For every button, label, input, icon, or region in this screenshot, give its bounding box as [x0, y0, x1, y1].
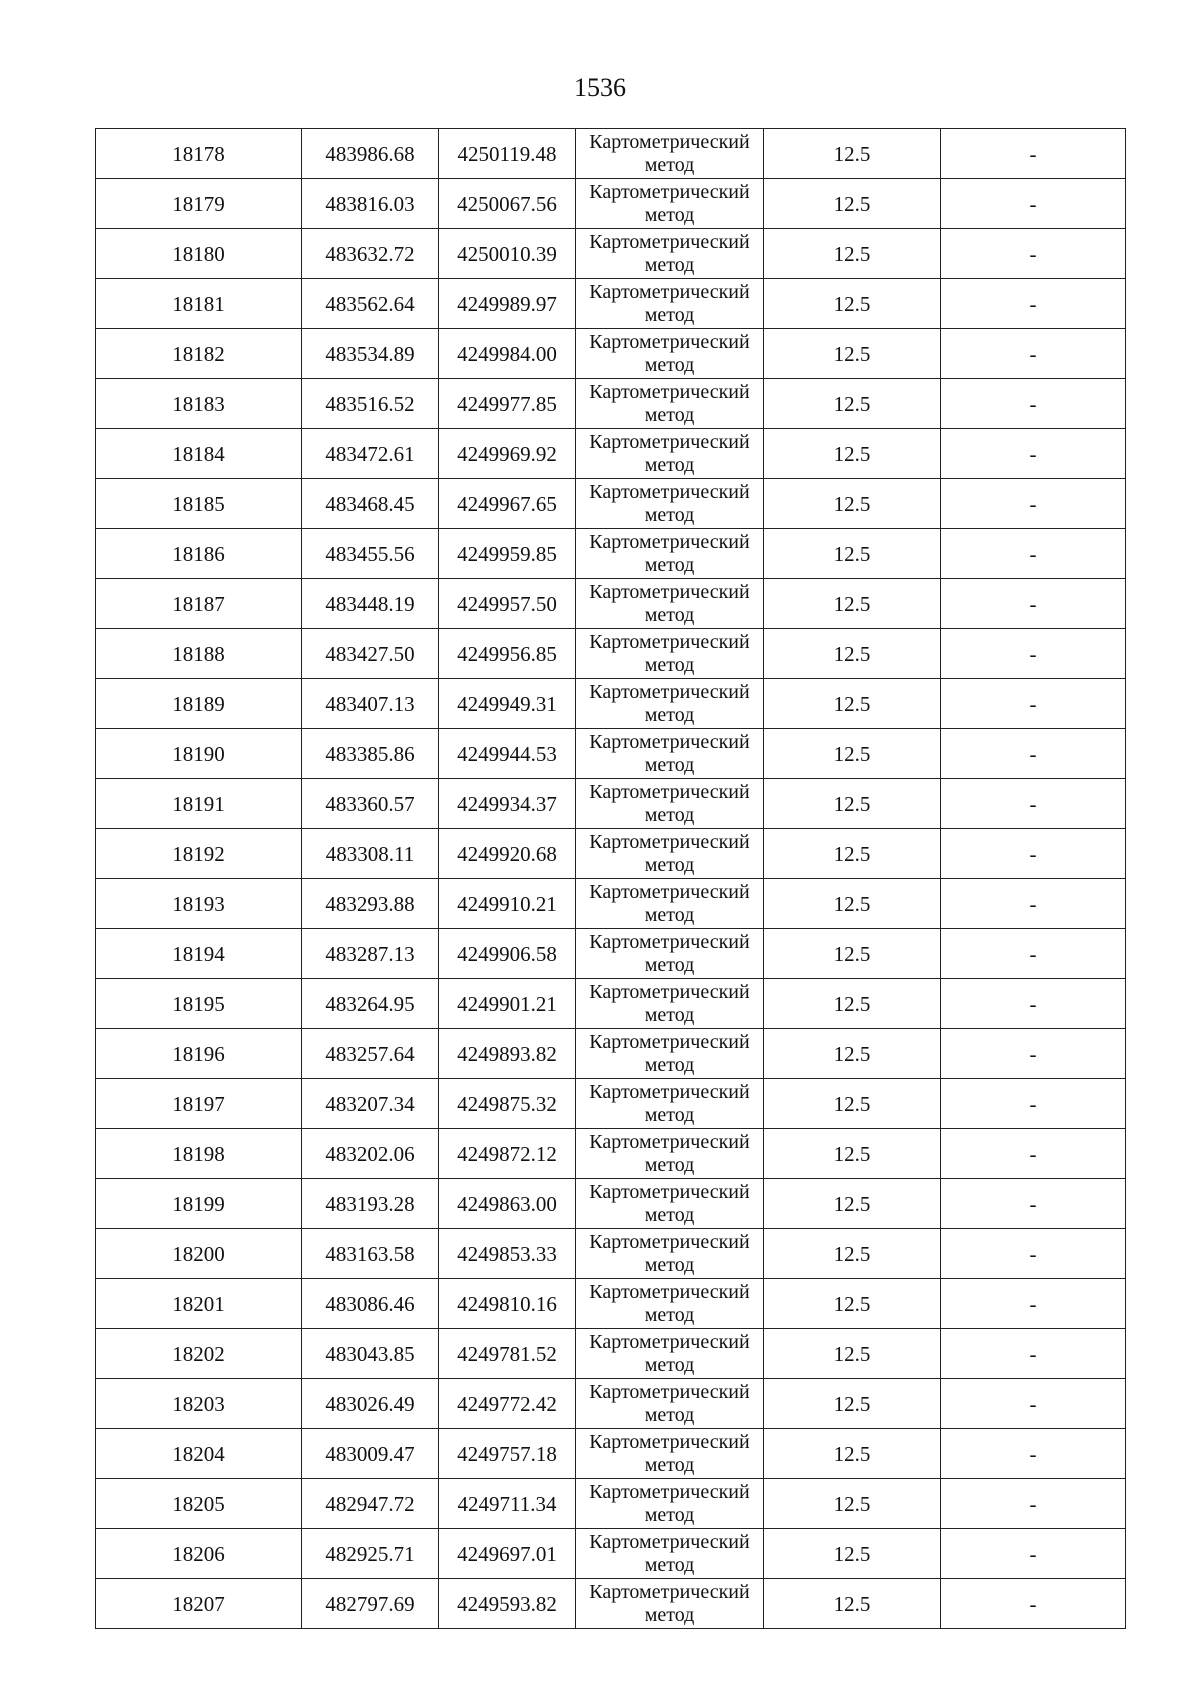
- method-text-line: метод: [644, 753, 695, 776]
- y-coordinate-cell: 4249875.32: [439, 1079, 576, 1129]
- accuracy-cell: 12.5: [764, 1529, 941, 1579]
- table-row: [96, 779, 1126, 829]
- method-text-line: метод: [644, 153, 695, 176]
- note-cell: -: [941, 1129, 1126, 1179]
- method-cell: [576, 1329, 764, 1379]
- accuracy-cell: 12.5: [764, 879, 941, 929]
- accuracy-cell: 12.5: [764, 679, 941, 729]
- accuracy-cell: 12.5: [764, 579, 941, 629]
- method-text-line: Картометрический: [589, 1230, 750, 1253]
- x-coordinate-cell: 483385.86: [302, 729, 439, 779]
- method-text-line: Картометрический: [589, 1580, 750, 1603]
- note-cell: -: [941, 329, 1126, 379]
- note-cell: -: [941, 479, 1126, 529]
- point-number-cell: 18198: [96, 1129, 302, 1179]
- y-coordinate-cell: 4249863.00: [439, 1179, 576, 1229]
- method-text-line: Картометрический: [589, 1330, 750, 1353]
- point-number-cell: 18205: [96, 1479, 302, 1529]
- accuracy-cell: 12.5: [764, 479, 941, 529]
- method-cell: [576, 629, 764, 679]
- method-text-line: метод: [644, 903, 695, 926]
- y-coordinate-cell: 4249956.85: [439, 629, 576, 679]
- method-cell: [576, 1279, 764, 1329]
- y-coordinate-cell: 4249757.18: [439, 1429, 576, 1479]
- method-cell: [576, 1229, 764, 1279]
- accuracy-cell: 12.5: [764, 829, 941, 879]
- method-text-line: метод: [644, 1053, 695, 1076]
- table-row: [96, 429, 1126, 479]
- method-text-line: Картометрический: [589, 1430, 750, 1453]
- method-cell: [576, 729, 764, 779]
- x-coordinate-cell: 483986.68: [302, 129, 439, 179]
- point-number-cell: 18206: [96, 1529, 302, 1579]
- y-coordinate-cell: 4249872.12: [439, 1129, 576, 1179]
- point-number-cell: 18194: [96, 929, 302, 979]
- y-coordinate-cell: 4249853.33: [439, 1229, 576, 1279]
- method-text-line: метод: [644, 1003, 695, 1026]
- table-row: [96, 479, 1126, 529]
- point-number-cell: 18196: [96, 1029, 302, 1079]
- accuracy-cell: 12.5: [764, 1229, 941, 1279]
- x-coordinate-cell: 483407.13: [302, 679, 439, 729]
- method-text-line: Картометрический: [589, 1080, 750, 1103]
- accuracy-cell: 12.5: [764, 379, 941, 429]
- x-coordinate-cell: 483468.45: [302, 479, 439, 529]
- method-cell: [576, 1429, 764, 1479]
- method-cell: [576, 1479, 764, 1529]
- point-number-cell: 18187: [96, 579, 302, 629]
- note-cell: -: [941, 679, 1126, 729]
- method-text-line: Картометрический: [589, 1030, 750, 1053]
- point-number-cell: 18207: [96, 1579, 302, 1629]
- point-number-cell: 18182: [96, 329, 302, 379]
- x-coordinate-cell: 483163.58: [302, 1229, 439, 1279]
- method-text-line: метод: [644, 1453, 695, 1476]
- method-text-line: Картометрический: [589, 1180, 750, 1203]
- y-coordinate-cell: 4249901.21: [439, 979, 576, 1029]
- x-coordinate-cell: 483264.95: [302, 979, 439, 1029]
- method-text-line: метод: [644, 1503, 695, 1526]
- note-cell: -: [941, 429, 1126, 479]
- method-text-line: метод: [644, 453, 695, 476]
- y-coordinate-cell: 4249697.01: [439, 1529, 576, 1579]
- y-coordinate-cell: 4249944.53: [439, 729, 576, 779]
- x-coordinate-cell: 482797.69: [302, 1579, 439, 1629]
- method-text-line: Картометрический: [589, 1380, 750, 1403]
- x-coordinate-cell: 483193.28: [302, 1179, 439, 1229]
- table-row: [96, 1229, 1126, 1279]
- method-cell: [576, 679, 764, 729]
- note-cell: -: [941, 1329, 1126, 1379]
- x-coordinate-cell: 483534.89: [302, 329, 439, 379]
- method-text-line: Картометрический: [589, 780, 750, 803]
- table-row: [96, 1579, 1126, 1629]
- x-coordinate-cell: 483293.88: [302, 879, 439, 929]
- method-text-line: метод: [644, 803, 695, 826]
- method-text-line: метод: [644, 403, 695, 426]
- method-text-line: метод: [644, 203, 695, 226]
- note-cell: -: [941, 579, 1126, 629]
- y-coordinate-cell: 4249772.42: [439, 1379, 576, 1429]
- y-coordinate-cell: 4249969.92: [439, 429, 576, 479]
- method-text-line: Картометрический: [589, 380, 750, 403]
- x-coordinate-cell: 483207.34: [302, 1079, 439, 1129]
- accuracy-cell: 12.5: [764, 779, 941, 829]
- method-text-line: метод: [644, 1253, 695, 1276]
- method-cell: [576, 429, 764, 479]
- method-cell: [576, 179, 764, 229]
- method-text-line: Картометрический: [589, 830, 750, 853]
- method-text-line: Картометрический: [589, 330, 750, 353]
- table-row: [96, 1429, 1126, 1479]
- x-coordinate-cell: 483360.57: [302, 779, 439, 829]
- note-cell: -: [941, 779, 1126, 829]
- accuracy-cell: 12.5: [764, 729, 941, 779]
- method-text-line: Картометрический: [589, 980, 750, 1003]
- method-cell: [576, 979, 764, 1029]
- point-number-cell: 18180: [96, 229, 302, 279]
- point-number-cell: 18186: [96, 529, 302, 579]
- note-cell: -: [941, 879, 1126, 929]
- point-number-cell: 18191: [96, 779, 302, 829]
- x-coordinate-cell: 483427.50: [302, 629, 439, 679]
- method-text-line: метод: [644, 1203, 695, 1226]
- table-row: [96, 1379, 1126, 1429]
- x-coordinate-cell: 483448.19: [302, 579, 439, 629]
- point-number-cell: 18193: [96, 879, 302, 929]
- method-text-line: Картометрический: [589, 230, 750, 253]
- table-row: [96, 929, 1126, 979]
- table-row: [96, 379, 1126, 429]
- x-coordinate-cell: 483287.13: [302, 929, 439, 979]
- accuracy-cell: 12.5: [764, 1479, 941, 1529]
- note-cell: -: [941, 979, 1126, 1029]
- y-coordinate-cell: 4249957.50: [439, 579, 576, 629]
- method-text-line: метод: [644, 1303, 695, 1326]
- y-coordinate-cell: 4249920.68: [439, 829, 576, 879]
- x-coordinate-cell: 483202.06: [302, 1129, 439, 1179]
- accuracy-cell: 12.5: [764, 1379, 941, 1429]
- method-cell: [576, 379, 764, 429]
- note-cell: -: [941, 1029, 1126, 1079]
- method-text-line: метод: [644, 1553, 695, 1576]
- x-coordinate-cell: 483308.11: [302, 829, 439, 879]
- method-cell: [576, 279, 764, 329]
- table-row: [96, 729, 1126, 779]
- note-cell: -: [941, 229, 1126, 279]
- note-cell: -: [941, 929, 1126, 979]
- note-cell: -: [941, 179, 1126, 229]
- y-coordinate-cell: 4250119.48: [439, 129, 576, 179]
- coordinates-table-body: [96, 129, 1126, 1629]
- method-text-line: метод: [644, 853, 695, 876]
- y-coordinate-cell: 4249910.21: [439, 879, 576, 929]
- x-coordinate-cell: 483043.85: [302, 1329, 439, 1379]
- y-coordinate-cell: 4249977.85: [439, 379, 576, 429]
- method-cell: [576, 779, 764, 829]
- x-coordinate-cell: 483562.64: [302, 279, 439, 329]
- table-row: [96, 329, 1126, 379]
- method-cell: [576, 1179, 764, 1229]
- accuracy-cell: 12.5: [764, 1279, 941, 1329]
- note-cell: -: [941, 279, 1126, 329]
- x-coordinate-cell: 483026.49: [302, 1379, 439, 1429]
- page-number: 1536: [574, 73, 626, 102]
- y-coordinate-cell: 4249984.00: [439, 329, 576, 379]
- method-text-line: Картометрический: [589, 530, 750, 553]
- accuracy-cell: 12.5: [764, 1179, 941, 1229]
- method-text-line: Картометрический: [589, 580, 750, 603]
- method-cell: [576, 1079, 764, 1129]
- y-coordinate-cell: 4249959.85: [439, 529, 576, 579]
- note-cell: -: [941, 829, 1126, 879]
- method-text-line: метод: [644, 353, 695, 376]
- method-text-line: метод: [644, 503, 695, 526]
- note-cell: -: [941, 1179, 1126, 1229]
- table-row: [96, 1479, 1126, 1529]
- method-text-line: метод: [644, 703, 695, 726]
- method-text-line: Картометрический: [589, 130, 750, 153]
- x-coordinate-cell: 483257.64: [302, 1029, 439, 1079]
- method-cell: [576, 579, 764, 629]
- method-cell: [576, 229, 764, 279]
- note-cell: -: [941, 529, 1126, 579]
- method-text-line: Картометрический: [589, 180, 750, 203]
- table-row: [96, 1329, 1126, 1379]
- note-cell: -: [941, 1479, 1126, 1529]
- table-row: [96, 579, 1126, 629]
- point-number-cell: 18189: [96, 679, 302, 729]
- x-coordinate-cell: 483472.61: [302, 429, 439, 479]
- table-row: [96, 529, 1126, 579]
- note-cell: -: [941, 1079, 1126, 1129]
- method-text-line: метод: [644, 603, 695, 626]
- point-number-cell: 18201: [96, 1279, 302, 1329]
- method-text-line: Картометрический: [589, 880, 750, 903]
- note-cell: -: [941, 1379, 1126, 1429]
- y-coordinate-cell: 4249781.52: [439, 1329, 576, 1379]
- y-coordinate-cell: 4249893.82: [439, 1029, 576, 1079]
- accuracy-cell: 12.5: [764, 129, 941, 179]
- method-text-line: Картометрический: [589, 1530, 750, 1553]
- point-number-cell: 18185: [96, 479, 302, 529]
- table-row: [96, 829, 1126, 879]
- accuracy-cell: 12.5: [764, 329, 941, 379]
- method-text-line: Картометрический: [589, 480, 750, 503]
- point-number-cell: 18192: [96, 829, 302, 879]
- method-text-line: Картометрический: [589, 430, 750, 453]
- x-coordinate-cell: 483516.52: [302, 379, 439, 429]
- table-row: [96, 229, 1126, 279]
- coordinates-table: [95, 128, 1126, 1629]
- point-number-cell: 18178: [96, 129, 302, 179]
- method-cell: [576, 879, 764, 929]
- accuracy-cell: 12.5: [764, 229, 941, 279]
- accuracy-cell: 12.5: [764, 529, 941, 579]
- method-cell: [576, 1379, 764, 1429]
- point-number-cell: 18200: [96, 1229, 302, 1279]
- method-text-line: Картометрический: [589, 930, 750, 953]
- accuracy-cell: 12.5: [764, 929, 941, 979]
- x-coordinate-cell: 483455.56: [302, 529, 439, 579]
- x-coordinate-cell: 483009.47: [302, 1429, 439, 1479]
- point-number-cell: 18188: [96, 629, 302, 679]
- point-number-cell: 18183: [96, 379, 302, 429]
- table-row: [96, 629, 1126, 679]
- y-coordinate-cell: 4249810.16: [439, 1279, 576, 1329]
- x-coordinate-cell: 483086.46: [302, 1279, 439, 1329]
- y-coordinate-cell: 4249711.34: [439, 1479, 576, 1529]
- point-number-cell: 18199: [96, 1179, 302, 1229]
- table-row: [96, 179, 1126, 229]
- note-cell: -: [941, 729, 1126, 779]
- method-cell: [576, 1029, 764, 1079]
- method-cell: [576, 1129, 764, 1179]
- x-coordinate-cell: 482925.71: [302, 1529, 439, 1579]
- table-row: [96, 1129, 1126, 1179]
- method-text-line: метод: [644, 1153, 695, 1176]
- y-coordinate-cell: 4250010.39: [439, 229, 576, 279]
- point-number-cell: 18203: [96, 1379, 302, 1429]
- y-coordinate-cell: 4249949.31: [439, 679, 576, 729]
- method-text-line: Картометрический: [589, 680, 750, 703]
- accuracy-cell: 12.5: [764, 1579, 941, 1629]
- note-cell: -: [941, 629, 1126, 679]
- note-cell: -: [941, 379, 1126, 429]
- accuracy-cell: 12.5: [764, 979, 941, 1029]
- method-text-line: метод: [644, 1353, 695, 1376]
- method-text-line: метод: [644, 553, 695, 576]
- point-number-cell: 18184: [96, 429, 302, 479]
- table-row: [96, 979, 1126, 1029]
- point-number-cell: 18190: [96, 729, 302, 779]
- table-row: [96, 679, 1126, 729]
- note-cell: -: [941, 1229, 1126, 1279]
- table-row: [96, 879, 1126, 929]
- note-cell: -: [941, 129, 1126, 179]
- point-number-cell: 18195: [96, 979, 302, 1029]
- note-cell: -: [941, 1429, 1126, 1479]
- y-coordinate-cell: 4249593.82: [439, 1579, 576, 1629]
- accuracy-cell: 12.5: [764, 1129, 941, 1179]
- y-coordinate-cell: 4249967.65: [439, 479, 576, 529]
- method-cell: [576, 129, 764, 179]
- method-text-line: Картометрический: [589, 1280, 750, 1303]
- table-row: [96, 279, 1126, 329]
- method-cell: [576, 829, 764, 879]
- accuracy-cell: 12.5: [764, 1029, 941, 1079]
- method-text-line: метод: [644, 1603, 695, 1626]
- point-number-cell: 18179: [96, 179, 302, 229]
- method-text-line: Картометрический: [589, 1480, 750, 1503]
- method-text-line: Картометрический: [589, 1130, 750, 1153]
- table-row: [96, 1179, 1126, 1229]
- accuracy-cell: 12.5: [764, 179, 941, 229]
- y-coordinate-cell: 4250067.56: [439, 179, 576, 229]
- x-coordinate-cell: 483632.72: [302, 229, 439, 279]
- method-cell: [576, 329, 764, 379]
- accuracy-cell: 12.5: [764, 429, 941, 479]
- method-text-line: Картометрический: [589, 730, 750, 753]
- method-text-line: метод: [644, 303, 695, 326]
- note-cell: -: [941, 1529, 1126, 1579]
- method-text-line: Картометрический: [589, 630, 750, 653]
- method-cell: [576, 1579, 764, 1629]
- accuracy-cell: 12.5: [764, 1329, 941, 1379]
- point-number-cell: 18181: [96, 279, 302, 329]
- method-cell: [576, 479, 764, 529]
- point-number-cell: 18204: [96, 1429, 302, 1479]
- method-text-line: метод: [644, 1403, 695, 1426]
- table-row: [96, 1029, 1126, 1079]
- accuracy-cell: 12.5: [764, 629, 941, 679]
- note-cell: -: [941, 1279, 1126, 1329]
- method-text-line: метод: [644, 653, 695, 676]
- method-cell: [576, 929, 764, 979]
- x-coordinate-cell: 483816.03: [302, 179, 439, 229]
- x-coordinate-cell: 482947.72: [302, 1479, 439, 1529]
- method-text-line: метод: [644, 953, 695, 976]
- y-coordinate-cell: 4249906.58: [439, 929, 576, 979]
- y-coordinate-cell: 4249989.97: [439, 279, 576, 329]
- method-cell: [576, 1529, 764, 1579]
- accuracy-cell: 12.5: [764, 279, 941, 329]
- point-number-cell: 18202: [96, 1329, 302, 1379]
- table-row: [96, 1529, 1126, 1579]
- point-number-cell: 18197: [96, 1079, 302, 1129]
- table-row: [96, 1079, 1126, 1129]
- method-cell: [576, 529, 764, 579]
- table-row: [96, 129, 1126, 179]
- method-text-line: метод: [644, 253, 695, 276]
- note-cell: -: [941, 1579, 1126, 1629]
- method-text-line: Картометрический: [589, 280, 750, 303]
- method-text-line: метод: [644, 1103, 695, 1126]
- y-coordinate-cell: 4249934.37: [439, 779, 576, 829]
- table-row: [96, 1279, 1126, 1329]
- accuracy-cell: 12.5: [764, 1079, 941, 1129]
- accuracy-cell: 12.5: [764, 1429, 941, 1479]
